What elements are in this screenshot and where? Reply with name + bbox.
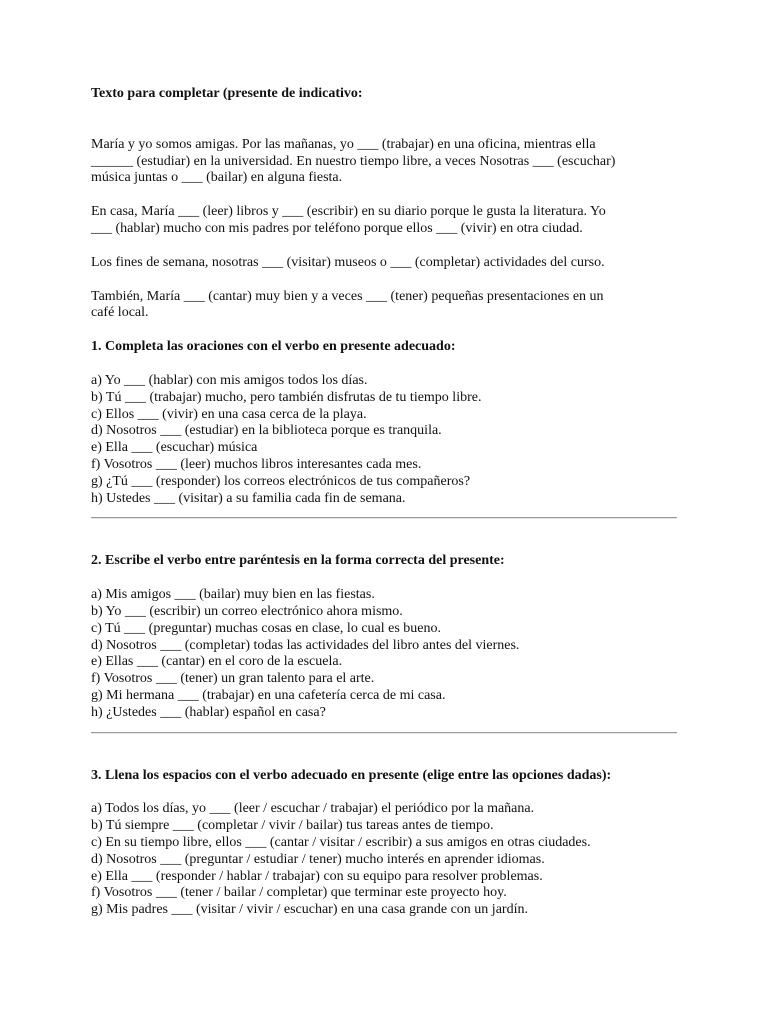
exercise-item: b) Tú ___ (trabajar) mucho, pero también disfrutas de tu tiempo libre. <box>91 389 482 405</box>
exercise-item: e) Ella ___ (responder / hablar / trabajar) con su equipo para resolver problemas. <box>91 868 543 884</box>
exercise-item: g) ¿Tú ___ (responder) los correos electrónicos de tus compañeros? <box>91 473 471 489</box>
intro-line: ___ (hablar) mucho con mis padres por teléfono porque ellos ___ (vivir) en otra ciudad. <box>91 220 583 236</box>
exercise-item: a) Todos los días, yo ___ (leer / escuchar / trabajar) el periódico por la mañana. <box>91 801 535 817</box>
exercise-item: b) Yo ___ (escribir) un correo electrónico ahora mismo. <box>91 603 403 619</box>
intro-paragraph-3 <box>91 255 691 272</box>
exercise-item: c) Ellos ___ (vivir) en una casa cerca de la playa. <box>91 406 367 422</box>
intro-line: También, María ___ (cantar) muy bien y a veces ___ (tener) pequeñas presentaciones en un <box>91 288 604 304</box>
exercise-item: a) Mis amigos ___ (bailar) muy bien en las fiestas. <box>91 587 375 603</box>
intro-paragraph-4 <box>91 289 691 323</box>
intro-paragraph-1 <box>91 137 691 187</box>
exercise-3-title: 3. Llena los espacios con el verbo adecuado en presente (elige entre las opciones dadas): <box>91 767 612 783</box>
exercise-item: c) En su tiempo libre, ellos ___ (cantar / visitar / escribir) a sus amigos en otras ciudades. <box>91 834 591 850</box>
exercise-item: h) Ustedes ___ (visitar) a su familia cada fin de semana. <box>91 490 406 506</box>
exercise-item: e) Ellas ___ (cantar) en el coro de la escuela. <box>91 654 343 670</box>
intro-line: música juntas o ___ (bailar) en alguna fiesta. <box>91 170 343 186</box>
worksheet-page <box>91 86 691 919</box>
intro-line: ______ (estudiar) en la universidad. En nuestro tiempo libre, a veces Nosotras ___ (escuchar) <box>91 153 616 169</box>
exercise-item: g) Mis padres ___ (visitar / vivir / escuchar) en una casa grande con un jardín. <box>91 902 528 918</box>
exercise-item: d) Nosotros ___ (preguntar / estudiar / tener) mucho interés en aprender idiomas. <box>91 851 545 867</box>
exercise-2-title: 2. Escribe el verbo entre paréntesis en la forma correcta del presente: <box>91 553 505 569</box>
exercise-item: f) Vosotros ___ (tener) un gran talento para el arte. <box>91 671 375 687</box>
exercise-item: d) Nosotros ___ (estudiar) en la biblioteca porque es tranquila. <box>91 423 442 439</box>
exercise-item: d) Nosotros ___ (completar) todas las actividades del libro antes del viernes. <box>91 637 520 653</box>
exercise-item: b) Tú siempre ___ (completar / vivir / bailar) tus tareas antes de tiempo. <box>91 818 494 834</box>
exercise-1-title: 1. Completa las oraciones con el verbo en presente adecuado: <box>91 339 456 355</box>
section-divider <box>91 732 677 734</box>
exercise-1-list <box>91 373 691 507</box>
intro-line: Los fines de semana, nosotras ___ (visitar) museos o ___ (completar) actividades del curso. <box>91 254 605 270</box>
exercise-item: h) ¿Ustedes ___ (hablar) español en casa? <box>91 704 326 720</box>
exercise-item: a) Yo ___ (hablar) con mis amigos todos los días. <box>91 372 368 388</box>
intro-title: Texto para completar (presente de indicativo: <box>91 86 363 101</box>
section-divider <box>91 517 677 519</box>
intro-paragraph-2 <box>91 204 691 238</box>
exercise-2-list <box>91 587 691 721</box>
intro-line: María y yo somos amigas. Por las mañanas, yo ___ (trabajar) en una oficina, mientras ella <box>91 136 596 152</box>
exercise-item: f) Vosotros ___ (tener / bailar / completar) que terminar este proyecto hoy. <box>91 885 507 901</box>
exercise-item: g) Mi hermana ___ (trabajar) en una cafetería cerca de mi casa. <box>91 687 446 703</box>
exercise-item: e) Ella ___ (escuchar) música <box>91 440 258 456</box>
exercise-3-list <box>91 801 691 919</box>
intro-line: En casa, María ___ (leer) libros y ___ (escribir) en su diario porque le gusta la literatura. Yo <box>91 204 606 220</box>
exercise-item: f) Vosotros ___ (leer) muchos libros interesantes cada mes. <box>91 456 422 472</box>
intro-line: café local. <box>91 305 149 321</box>
exercise-item: c) Tú ___ (preguntar) muchas cosas en clase, lo cual es bueno. <box>91 620 442 636</box>
